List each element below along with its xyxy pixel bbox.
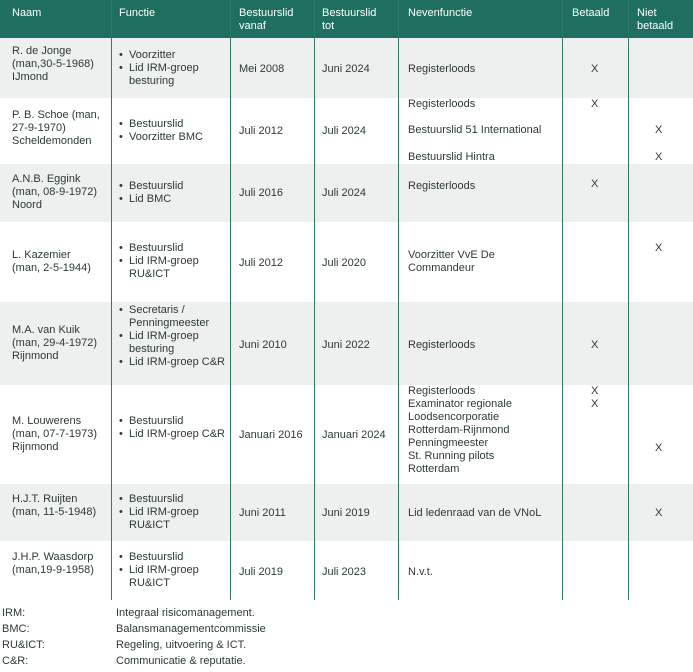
neven-line: Registerloods <box>408 63 476 75</box>
naam-line: H.J.T. Ruijten <box>12 493 78 505</box>
betaald-mark: X <box>591 98 599 110</box>
neven-line: St. Running pilots <box>408 450 495 462</box>
table-header-row <box>0 0 693 38</box>
naam-line: (man,19-9-1958) <box>12 564 94 576</box>
column-divider <box>230 0 231 600</box>
functie-item: • Bestuurslid <box>119 242 227 255</box>
cell-tot: Juni 2022 <box>322 339 370 351</box>
functie-item: • Voorzitter BMC <box>119 131 227 144</box>
functie-list <box>119 180 227 206</box>
table-row <box>0 385 693 484</box>
column-divider <box>314 0 315 600</box>
column-divider <box>562 0 563 600</box>
header-vanaf-line2: vanaf <box>239 20 266 32</box>
neven-line: Rotterdam-Rijnmond <box>408 424 510 436</box>
naam-line: (man, 07-7-1973) <box>12 428 97 440</box>
cell-tot: Juni 2024 <box>322 63 370 75</box>
functie-item: • Lid IRM-groep besturing <box>119 62 227 88</box>
naam-line: (man, 11-5-1948) <box>12 506 97 518</box>
header-vanaf-line1: Bestuurslid <box>239 7 294 19</box>
neven-line: Penningmeester <box>408 437 489 449</box>
cell-naam <box>12 249 110 275</box>
table-row <box>0 38 693 98</box>
functie-item: • Secretaris / Penningmeester <box>119 304 227 330</box>
header-tot <box>322 0 376 38</box>
cell-nevenfunctie <box>408 63 558 76</box>
header-tot-line1: Bestuurslid <box>322 7 377 19</box>
naam-line: (man, 2-5-1944) <box>12 262 91 274</box>
cell-tot: Juli 2024 <box>322 125 367 137</box>
functie-item: • Bestuurslid <box>119 180 227 193</box>
neven-line: Commandeur <box>408 262 475 274</box>
cell-naam <box>12 551 110 577</box>
cell-vanaf: Juli 2019 <box>239 566 284 578</box>
cell-vanaf: Juni 2010 <box>239 339 287 351</box>
cell-tot: Juli 2024 <box>322 187 367 199</box>
neven-line: Bestuurslid 51 International <box>408 124 542 136</box>
functie-item: • Bestuurslid <box>119 118 227 131</box>
naam-line: Noord <box>12 199 42 211</box>
naam-line: L. Kazemier <box>12 249 71 261</box>
cell-functie <box>119 415 227 441</box>
functie-item: • Lid IRM-groep besturing <box>119 330 227 356</box>
cell-functie <box>119 551 227 590</box>
neven-line: Registerloods <box>408 339 476 351</box>
cell-vanaf: Juni 2011 <box>239 507 286 519</box>
functie-item: • Lid IRM-groep C&R <box>119 428 227 441</box>
niet-betaald-mark: X <box>655 442 663 454</box>
header-niet-betaald-line2: betaald <box>637 20 674 32</box>
betaald-mark: X <box>591 339 599 351</box>
cell-nevenfunctie <box>408 249 558 275</box>
naam-line: M.A. van Kuik <box>12 324 80 336</box>
naam-line: Scheldemonden <box>12 135 92 147</box>
cell-naam <box>12 173 110 212</box>
abbreviation-key: C&R: <box>2 655 29 667</box>
functie-item: • Bestuurslid <box>119 493 227 506</box>
abbreviation-key: IRM: <box>2 607 26 619</box>
cell-nevenfunctie <box>408 566 558 579</box>
naam-line: A.N.B. Eggink <box>12 173 81 185</box>
cell-functie <box>119 493 227 532</box>
functie-list <box>119 551 227 590</box>
niet-betaald-mark: X <box>655 242 663 254</box>
abbreviation-row <box>0 655 693 669</box>
column-divider <box>628 0 629 600</box>
cell-nevenfunctie <box>408 385 558 476</box>
naam-line: R. de Jonge <box>12 45 72 57</box>
naam-line: P. B. Schoe (man, <box>12 109 100 121</box>
functie-item: • Bestuurslid <box>119 415 227 428</box>
cell-vanaf: Mei 2008 <box>239 63 285 75</box>
neven-line: Voorzitter VvE De <box>408 249 495 261</box>
header-niet-betaald-line1: Niet <box>637 7 657 19</box>
functie-item: • Bestuurslid <box>119 551 227 564</box>
functie-list <box>119 304 227 369</box>
cell-nevenfunctie <box>408 507 558 520</box>
cell-tot: Juli 2020 <box>322 257 367 269</box>
cell-naam <box>12 109 110 148</box>
neven-line: Registerloods <box>408 98 476 110</box>
table-row <box>0 98 693 164</box>
abbreviation-row <box>0 607 693 621</box>
functie-list <box>119 49 227 88</box>
table-row <box>0 164 693 222</box>
header-vanaf <box>239 0 293 38</box>
naam-line: Rijnmond <box>12 441 59 453</box>
abbreviation-value: Regeling, uitvoering & ICT. <box>116 639 247 651</box>
cell-functie <box>119 180 227 206</box>
abbreviation-row <box>0 639 693 653</box>
header-nevenfunctie: Nevenfunctie <box>408 7 473 19</box>
header-naam: Naam <box>12 7 42 19</box>
abbreviation-value: Communicatie & reputatie. <box>116 655 246 667</box>
naam-line: M. Louwerens <box>12 415 82 427</box>
naam-line: J.H.P. Waasdorp <box>12 551 94 563</box>
column-divider <box>111 0 112 600</box>
cell-naam <box>12 415 110 454</box>
header-betaald: Betaald <box>572 7 610 19</box>
cell-naam <box>12 45 110 84</box>
header-niet-betaald <box>637 0 673 38</box>
abbreviation-key: BMC: <box>2 623 30 635</box>
cell-functie <box>119 304 227 369</box>
naam-line: (man, 29-4-1972) <box>12 337 97 349</box>
functie-item: • Lid IRM-groep RU&ICT <box>119 564 227 590</box>
neven-line: Registerloods <box>408 180 476 192</box>
cell-naam <box>12 324 110 363</box>
naam-line: Rijnmond <box>12 350 59 362</box>
betaald-mark: X <box>591 385 599 397</box>
naam-line: IJmond <box>12 71 49 83</box>
niet-betaald-mark: X <box>655 124 663 136</box>
functie-item: • Lid IRM-groep RU&ICT <box>119 255 227 281</box>
cell-vanaf: Juli 2016 <box>239 187 284 199</box>
cell-functie <box>119 118 227 144</box>
cell-tot: Juni 2019 <box>322 507 370 519</box>
neven-line: Bestuurslid Hintra <box>408 151 495 163</box>
niet-betaald-mark: X <box>655 151 663 163</box>
cell-nevenfunctie <box>408 180 558 193</box>
betaald-mark: X <box>591 398 599 410</box>
cell-vanaf: Juli 2012 <box>239 257 284 269</box>
neven-line: Loodsencorporatie <box>408 411 500 423</box>
cell-tot: Juli 2023 <box>322 566 367 578</box>
functie-list <box>119 118 227 144</box>
abbreviation-value: Balansmanagementcommissie <box>116 623 266 635</box>
naam-line: 27-9-1970) <box>12 122 66 134</box>
functie-item: • Lid IRM-groep C&R <box>119 356 227 369</box>
cell-tot: Januari 2024 <box>322 429 386 441</box>
abbreviation-key: RU&ICT: <box>2 639 45 651</box>
cell-functie <box>119 49 227 88</box>
table-row <box>0 484 693 541</box>
table-row <box>0 541 693 600</box>
abbreviation-value: Integraal risicomanagement. <box>116 607 255 619</box>
functie-list <box>119 242 227 281</box>
betaald-mark: X <box>591 63 599 75</box>
neven-line: Registerloods <box>408 385 476 397</box>
betaald-mark: X <box>591 178 599 190</box>
functie-item: • Voorzitter <box>119 49 227 62</box>
neven-line: Examinator regionale <box>408 398 512 410</box>
functie-item: • Lid IRM-groep RU&ICT <box>119 506 227 532</box>
cell-vanaf: Januari 2016 <box>239 429 303 441</box>
table-row <box>0 302 693 385</box>
naam-line: (man, 08-9-1972) <box>12 186 97 198</box>
functie-item: • Lid BMC <box>119 193 227 206</box>
functie-list <box>119 493 227 532</box>
column-divider <box>398 0 399 600</box>
table-row <box>0 222 693 302</box>
abbreviation-row <box>0 623 693 637</box>
cell-vanaf: Juli 2012 <box>239 125 284 137</box>
naam-line: (man,30-5-1968) <box>12 58 94 70</box>
neven-line: Rotterdam <box>408 463 460 475</box>
neven-line: N.v.t. <box>408 566 433 578</box>
header-tot-line2: tot <box>322 20 335 32</box>
cell-functie <box>119 242 227 281</box>
functie-list <box>119 415 227 441</box>
cell-nevenfunctie <box>408 339 558 352</box>
header-functie: Functie <box>119 7 156 19</box>
niet-betaald-mark: X <box>655 507 663 519</box>
cell-naam <box>12 493 110 519</box>
neven-line: Lid ledenraad van de VNoL <box>408 507 542 519</box>
